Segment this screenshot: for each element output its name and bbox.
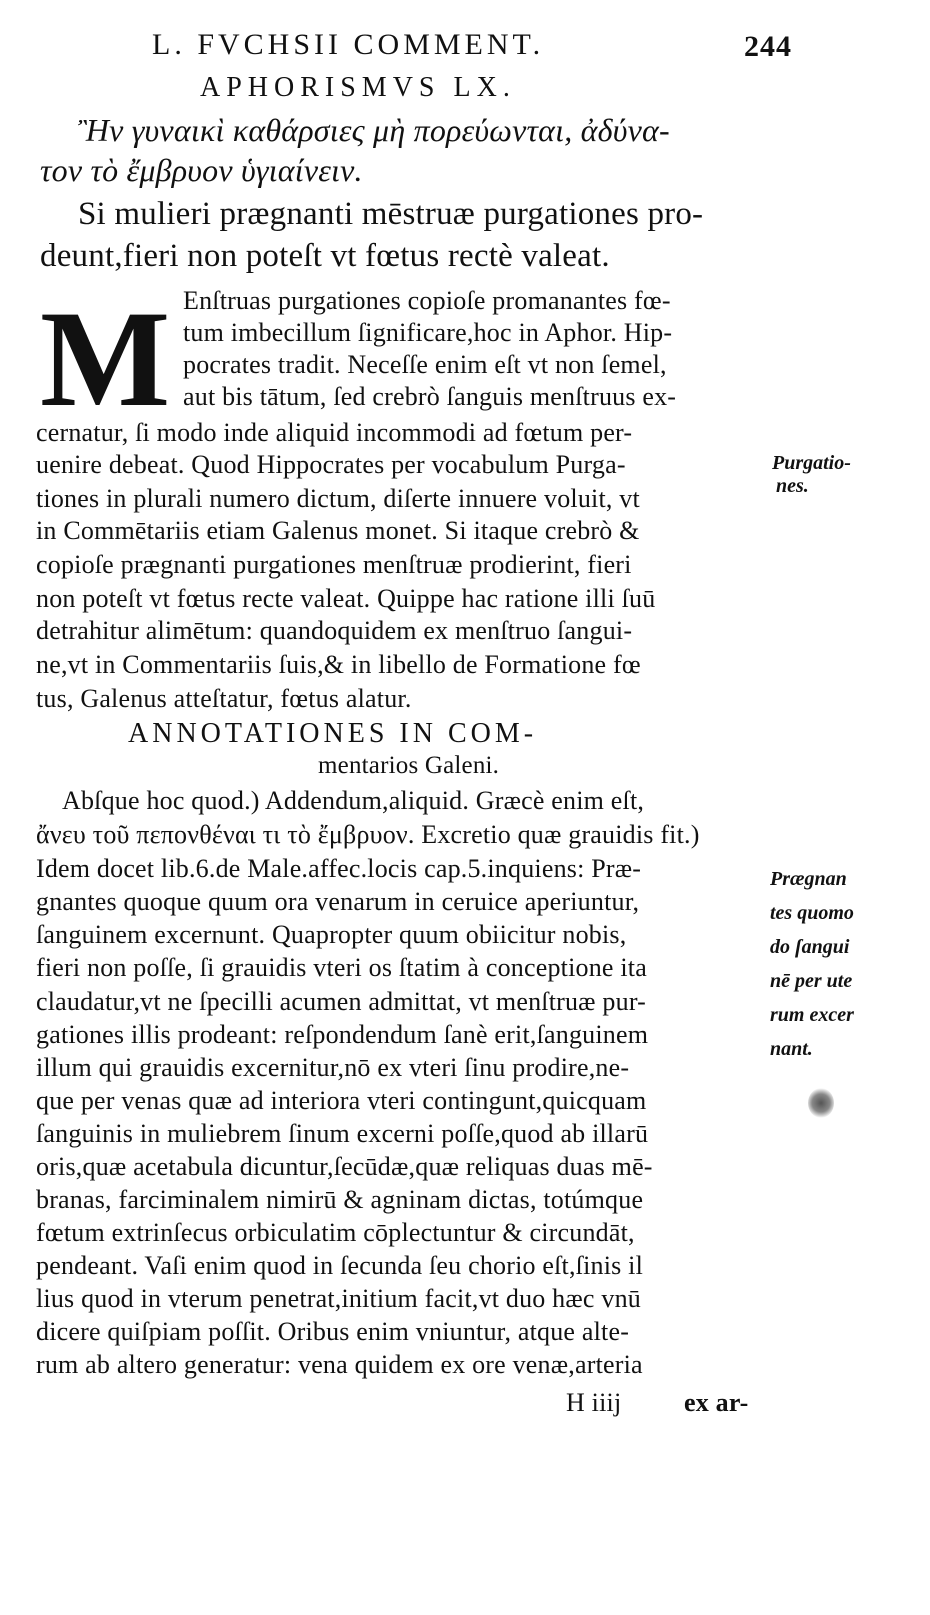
commentary-line: tum imbecillum ſignificare,hoc in Aphor. Hip-	[183, 318, 673, 347]
translation-line: deunt,fieri non poteſt vt fœtus rectè valeat.	[40, 238, 610, 274]
annotation-line: ſanguinem excernunt. Quapropter quum obiicitur nobis,	[36, 920, 627, 949]
annotations-title: ANNOTATIONES IN COM-	[128, 718, 538, 749]
annotation-line: branas, farciminalem nimirū & agninam dictas, totúmque	[36, 1185, 644, 1214]
commentary-line: ne,vt in Commentariis ſuis,& in libello de Formatione fœ	[36, 650, 641, 679]
annotation-line: ἄνευ τοῦ πεπονθέναι τι τὸ ἔμβρυον. Excretio quæ grauidis fit.)	[36, 820, 700, 849]
aphorism-title: APHORISMVS LX.	[200, 72, 516, 103]
margin-note-line: Prægnan	[770, 868, 847, 890]
margin-note-line: nē per ute	[770, 970, 853, 992]
catchword: ex ar-	[684, 1388, 749, 1417]
running-title: L. FVCHSII COMMENT.	[152, 28, 545, 61]
greek-line: τον τὸ ἔμβρυον ὑγιαίνειν.	[40, 152, 363, 188]
annotation-line: oris,quæ acetabula dicuntur,ſecūdæ,quæ reliquas duas mē-	[36, 1152, 653, 1181]
margin-note-line: nes.	[776, 475, 809, 497]
annotation-line: pendeant. Vaſi enim quod in ſecunda ſeu chorio eſt,ſinis il	[36, 1251, 644, 1280]
margin-note-praegnantes	[770, 862, 854, 1066]
margin-note-line: Purgatio-	[772, 452, 851, 474]
annotation-line: que per venas quæ ad interiora vteri contingunt,quicquam	[36, 1086, 647, 1115]
annotation-line: gnantes quoque quum ora venarum in ceruice aperiuntur,	[36, 887, 640, 916]
greek-line: Ἢν γυναικὶ καθάρσιες μὴ πορεύωνται, ἀδύνα-	[78, 112, 670, 148]
annotation-line: dicere quiſpiam poſſit. Oribus enim vniuntur, atque alte-	[36, 1317, 630, 1346]
commentary-line: Enſtruas purgationes copioſe promanantes fœ-	[183, 286, 671, 315]
commentary-line: pocrates tradit. Neceſſe enim eſt vt non ſemel,	[183, 350, 667, 379]
ink-blot	[808, 1088, 834, 1118]
annotation-line: illum qui grauidis excernitur,nō ex vteri ſinu prodire,ne-	[36, 1053, 630, 1082]
commentary-line: tiones in plurali numero dictum, diſerte innuere voluit, vt	[36, 484, 640, 513]
commentary-line: non poteſt vt fœtus recte valeat. Quippe hac ratione illi ſuū	[36, 584, 656, 613]
margin-note-line: do ſangui	[770, 936, 850, 958]
commentary-line: cernatur, ſi modo inde aliquid incommodi ad fœtum per-	[36, 418, 633, 447]
annotation-line: ſanguinis in muliebrem ſinum excerni poſſe,quod ab illarū	[36, 1119, 649, 1148]
annotation-line: fieri non poſſe, ſi grauidis vteri os ſtatim à conceptione ita	[36, 953, 647, 982]
annotation-line: gationes illis prodeant: reſpondendum ſanè erit,ſanguinem	[36, 1020, 649, 1049]
commentary-line: uenire debeat. Quod Hippocrates per vocabulum Purga-	[36, 450, 626, 479]
annotation-line: Abſque hoc quod.) Addendum,aliquid. Græcè enim eſt,	[62, 786, 645, 815]
page-number: 244	[744, 30, 792, 63]
margin-note-line: nant.	[770, 1038, 813, 1060]
commentary-line: in Commētariis etiam Galenus monet. Si itaque crebrò &	[36, 516, 640, 545]
annotations-subtitle: mentarios Galeni.	[318, 752, 500, 779]
margin-note-line: rum excer	[770, 1004, 854, 1026]
annotation-line: lius quod in vterum penetrat,initium facit,vt duo hæc vnū	[36, 1284, 641, 1313]
annotation-line: claudatur,vt ne ſpecilli acumen admittat, vt menſtruæ pur-	[36, 987, 647, 1016]
annotation-line: fœtum extrinſecus orbiculatim cōplectuntur & circundāt,	[36, 1218, 635, 1247]
commentary-line: aut bis tātum, ſed crebrò ſanguis menſtruus ex-	[183, 382, 677, 411]
commentary-line: detrahitur alimētum: quandoquidem ex menſtruo ſangui-	[36, 616, 633, 645]
translation-line: Si mulieri prægnanti mēstruæ purgationes pro-	[78, 196, 704, 232]
margin-note-line: tes quomo	[770, 902, 854, 924]
annotation-line: Idem docet lib.6.de Male.affec.locis cap.5.inquiens: Præ-	[36, 854, 642, 883]
annotation-line: rum ab altero generatur: vena quidem ex ore venæ,arteria	[36, 1350, 643, 1379]
commentary-line: copioſe prægnanti purgationes menſtruæ prodierint, fieri	[36, 550, 632, 579]
margin-note-purgationes	[772, 452, 851, 498]
commentary-line: tus, Galenus atteſtatur, fœtus alatur.	[36, 684, 412, 713]
signature-mark: H iiij	[566, 1388, 622, 1417]
drop-cap: M	[40, 282, 171, 435]
